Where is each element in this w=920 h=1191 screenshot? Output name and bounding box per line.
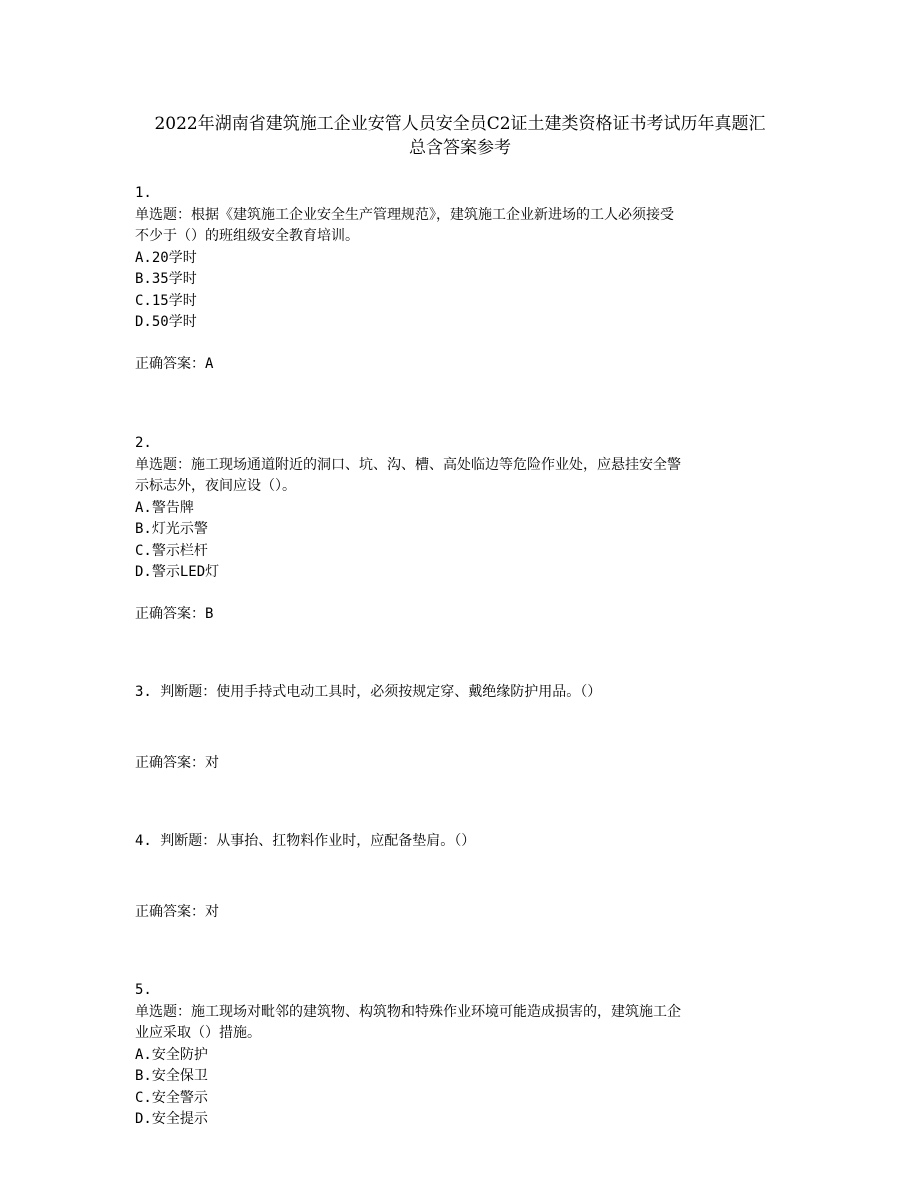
option-b: B.35学时 bbox=[135, 271, 197, 287]
spacer bbox=[135, 774, 785, 831]
correct-answer: 正确答案：B bbox=[135, 605, 214, 622]
spacer bbox=[135, 625, 785, 682]
option-c: C.15学时 bbox=[135, 292, 197, 309]
question-list bbox=[135, 183, 785, 1131]
spacer bbox=[135, 375, 785, 433]
question-number: 2. bbox=[135, 435, 152, 451]
title-line-2: 总含答案参考 bbox=[409, 138, 511, 158]
option-d: D.警示LED灯 bbox=[135, 564, 220, 580]
question-stem-line-1: 单选题：施工现场通道附近的洞口、坑、沟、槽、高处临边等危险作业处，应悬挂安全警 bbox=[135, 456, 681, 473]
option-b: B.安全保卫 bbox=[135, 1068, 208, 1084]
correct-answer: 正确答案：A bbox=[135, 355, 214, 372]
question-stem-line-1: 单选题：施工现场对毗邻的建筑物、构筑物和特殊作业环境可能造成损害的，建筑施工企 bbox=[135, 1003, 681, 1020]
option-b: B.灯光示警 bbox=[135, 521, 208, 537]
question-2 bbox=[135, 433, 785, 625]
question-3 bbox=[135, 682, 785, 774]
question-stem: 3. 判断题：使用手持式电动工具时，必须按规定穿、戴绝缘防护用品。（） bbox=[135, 684, 602, 700]
question-stem-line-2: 示标志外，夜间应设（）。 bbox=[135, 478, 296, 494]
question-stem-line-2: 不少于（）的班组级安全教育培训。 bbox=[135, 228, 359, 244]
document-title bbox=[120, 112, 800, 160]
question-5 bbox=[135, 980, 785, 1131]
option-a: A.安全防护 bbox=[135, 1046, 208, 1063]
option-c: C.安全警示 bbox=[135, 1089, 208, 1106]
option-d: D.安全提示 bbox=[135, 1111, 208, 1127]
option-c: C.警示栏杆 bbox=[135, 542, 208, 559]
title-line-1: 2022年湖南省建筑施工企业安管人员安全员C2证土建类资格证书考试历年真题汇 bbox=[154, 114, 766, 134]
option-d: D.50学时 bbox=[135, 314, 197, 330]
correct-answer: 正确答案：对 bbox=[135, 903, 219, 920]
question-stem-line-2: 业应采取（）措施。 bbox=[135, 1025, 261, 1041]
question-number: 1. bbox=[135, 185, 152, 201]
question-stem: 4. 判断题：从事抬、扛物料作业时，应配备垫肩。（） bbox=[135, 833, 476, 849]
option-a: A.警告牌 bbox=[135, 499, 194, 516]
question-stem-line-1: 单选题：根据《建筑施工企业安全生产管理规范》，建筑施工企业新进场的工人必须接受 bbox=[135, 206, 674, 223]
option-a: A.20学时 bbox=[135, 249, 197, 266]
question-4 bbox=[135, 831, 785, 923]
correct-answer: 正确答案：对 bbox=[135, 754, 219, 771]
question-1 bbox=[135, 183, 785, 375]
question-number: 5. bbox=[135, 982, 152, 998]
spacer bbox=[135, 923, 785, 980]
